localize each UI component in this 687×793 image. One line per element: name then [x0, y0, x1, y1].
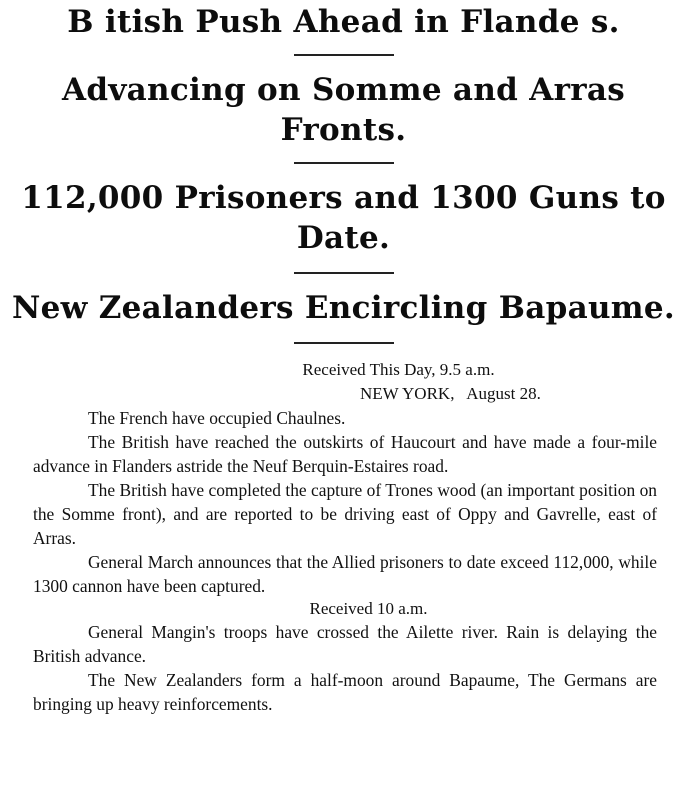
headline-new-zealanders: New Zealanders Encircling Bapaume. — [11, 290, 676, 326]
article-body-continued — [0, 620, 687, 716]
headline-divider — [294, 54, 394, 56]
paragraph-general-march: General March announces that the Allied prisoners to date exceed 112,000, while 1300 cannon have been captured. — [33, 552, 657, 596]
headline-divider — [294, 342, 394, 344]
paragraph-bapaume: The New Zealanders form a half-moon around Bapaume, The Germans are bringing up heavy reinforcements. — [33, 670, 657, 714]
headline-prisoners: 112,000 Prisoners and 1300 Guns to Date. — [21, 180, 666, 256]
headline-divider — [294, 272, 394, 274]
paragraph-french-chaulnes: The French have occupied Chaulnes. — [88, 408, 346, 428]
article-body — [0, 406, 687, 598]
paragraph-british-haucourt: The British have reached the outskirts of Haucourt and have made a four-mile advance in Flanders astride the Neuf Berquin-Estaires road. — [33, 432, 657, 476]
headline-advancing: Advancing on Somme and Arras Fronts. — [62, 72, 625, 148]
received-second: Received 10 a.m. — [309, 599, 428, 618]
paragraph-trones-wood: The British have completed the capture of Trones wood (an important position on the Somme front), and are reported to be driving east of Oppy and Gavrelle, east of Arras. — [33, 480, 657, 548]
dateline-date: August 28. — [466, 384, 541, 403]
paragraph-mangin: General Mangin's troops have crossed the Ailette river. Rain is delaying the British advance. — [33, 622, 657, 666]
headline-british-push: B itish Push Ahead in Flande s. — [67, 4, 620, 40]
dateline-place: NEW YORK, — [360, 384, 455, 403]
dateline-received: Received This Day, 9.5 a.m. — [302, 360, 495, 379]
dateline-place-date — [0, 382, 687, 406]
headline-divider — [294, 162, 394, 164]
